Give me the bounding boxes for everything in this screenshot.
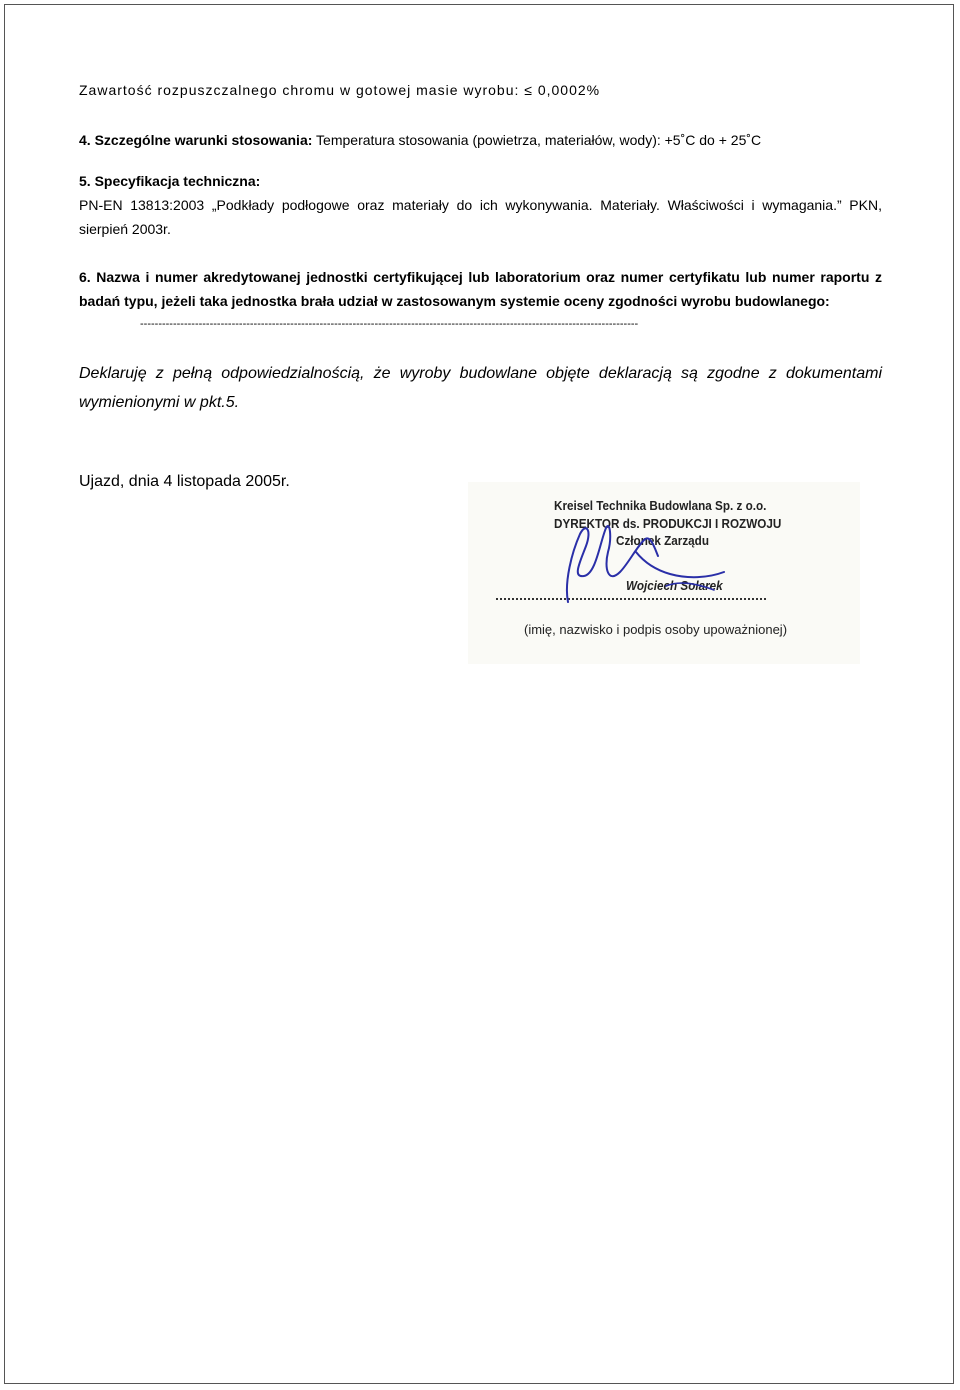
section-6-line-2: badań typu, jeżeli taka jednostka brała udział w zastosowanym systemie oceny zgodności wyrobu budowlanego:	[79, 293, 830, 309]
signature-stamp	[468, 482, 860, 664]
stamp-position: DYREKTOR ds. PRODUKCJI I ROZWOJU	[554, 516, 782, 531]
section-4	[79, 132, 761, 148]
stamp-board: Członek Zarządu	[616, 533, 709, 548]
handwritten-signature	[468, 482, 860, 664]
section-4-text: Temperatura stosowania (powietrza, materiałów, wody): +5˚C do + 25˚C	[312, 132, 762, 148]
section-6-dashes: ----------------------------------------------------------------------------------------------------------------------------------------	[140, 318, 639, 330]
declaration-line-1	[79, 365, 882, 383]
stamp-caption: (imię, nazwisko i podpis osoby upoważnionej)	[524, 622, 788, 637]
declaration-line-1-text: Deklaruję z pełną odpowiedzialnością, że wyroby budowlane objęte deklaracją są zgodne z dokumentami	[79, 365, 882, 382]
date-place: Ujazd, dnia 4 listopada 2005r.	[79, 473, 290, 490]
declaration-line-2: wymienionymi w pkt.5.	[79, 394, 240, 411]
section-5-line-2: sierpień 2003r.	[79, 221, 171, 237]
chrome-content-line: Zawartość rozpuszczalnego chromu w gotowej masie wyrobu: ≤ 0,0002%	[79, 82, 601, 98]
stamp-company: Kreisel Technika Budowlana Sp. z o.o.	[554, 498, 767, 513]
section-5-heading: 5. Specyfikacja techniczna:	[79, 173, 261, 189]
section-5-line-1-text: PN-EN 13813:2003 „Podkłady podłogowe oraz materiały do ich wykonywania. Materiały. Właściwości i wymagania.” PKN,	[79, 197, 882, 213]
section-6-line-1	[79, 269, 882, 285]
section-6-line-1-text: 6. Nazwa i numer akredytowanej jednostki certyfikującej lub laboratorium oraz numer certyfikatu lub numer raportu z	[79, 269, 882, 285]
section-4-heading: 4. Szczególne warunki stosowania:	[79, 132, 313, 148]
stamp-name: Wojciech Solarek	[626, 578, 723, 593]
section-5-line-1	[79, 197, 882, 213]
